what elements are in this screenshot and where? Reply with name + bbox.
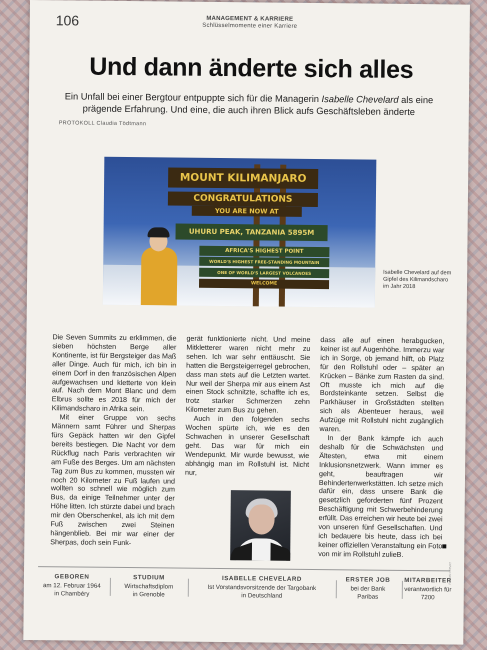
sign-line-7: ONE OF WORLD'S LARGEST VOLCANOES: [199, 268, 329, 278]
section-title: MANAGEMENT & KARRIERE: [206, 15, 294, 23]
paragraph: In der Bank kämpfe ich auch deshalb für die Schwächsten und Ältesten, etwa mit einem Inklusionsnetzwerk. Wann immer es geht, beauftragen wir Behindertenwerkstätten. Ich setze mich dafür ein, dass unsere Bank die gesetzlich geforderten fünf Prozent Beschäftigung mit Schwerbehinderung erfüllt. Das erreichen wir heute bei zwei von unseren fünf Gesellschaften. Und ich bedauere bis heute, dass ich bei keiner offiziellen Veranstaltung ein Foto von mir im Rollstuhl zulieB.: [318, 434, 444, 559]
text-column-1: [50, 333, 176, 548]
paragraph: Auch in den folgenden sechs Wochen spürte ich, wie es den Schwachen in unserer Gesellschaft geht. Das war für mich ein Wendepunkt. Mir wurde bewusst, wie abhängig man im Rollstuhl ist. Nicht nur,: [185, 414, 310, 477]
sign-line-2: CONGRATULATIONS: [168, 191, 318, 207]
sign-line-1: MOUNT KILIMANJARO: [168, 167, 318, 189]
fact-value: am 12. Februar 1964 in Chambéry: [42, 582, 101, 598]
divider: [402, 581, 403, 599]
fact-heading: MITARBEITER: [404, 576, 452, 585]
photo-credit: FOTOS: PRIVAT: [447, 562, 453, 585]
lead-name: Isabelle Chevelard: [321, 94, 399, 105]
text-column-3: [318, 336, 444, 560]
portrait-photo: [230, 490, 291, 561]
fact-value: verantwortlich für 7200: [404, 586, 452, 602]
section-subtitle: Schlüsselmomente einer Karriere: [202, 22, 298, 30]
climber-figure: [137, 225, 178, 305]
section-header: [30, 14, 470, 33]
fact-heading: GEBOREN: [54, 573, 90, 581]
fact-born: [38, 573, 106, 598]
article-lead: [59, 90, 439, 118]
fact-person: [192, 575, 332, 601]
page-number: 106: [55, 12, 80, 29]
fact-bar: [38, 566, 451, 621]
divider: [336, 580, 337, 598]
sign-line-6: WORLD'S HIGHEST FREE-STANDING MOUNTAIN: [199, 257, 329, 267]
sign-line-4: UHURU PEAK, TANZANIA 5895M: [175, 224, 327, 242]
sign-line-8: WELCOME: [199, 279, 329, 289]
fact-value: Wirtschaftsdiplom in Grenoble: [124, 583, 174, 599]
article-end-mark: [442, 544, 446, 548]
paragraph: Mit einer Gruppe von sechs Männern samt Führer und Sherpas fürs Gepäck hatten wir den Gipfel bereits bestiegen. Die Nacht vor dem Rückflug nach Paris verbrachten wir am Fuße des Berges. Um am nächsten Tag zum Bus zu kommen, mussten wir noch 20 Kilometer zu Fuß laufen und wollten so schnell wie möglich zum Bus, da einige Teilnehmer unter der Höhe litten. Ich stürzte dabei und brach mir den Oberschenkel, als ich mit dem Fuß zwischen zwei Steinen hängenblieb. Bei mir war einer der Sherpas, doch sein Funk-: [50, 413, 176, 547]
paragraph: gerät funktionierte nicht. Und meine Mitkletterer waren nicht mehr zu sehen. Ich war sehr enttäuscht. Sie hatten die Bergsteigerregel gebrochen, dass man stets auf die Letzten wartet. Nur weil der Sherpa mir aus einem Ast einen Stock schnitzte, schaffte ich es, trotz starker Schmerzen zehn Kilometer zum Bus zu gehen.: [185, 334, 311, 415]
fact-heading: ERSTER JOB: [345, 576, 391, 584]
divider: [188, 579, 189, 597]
fact-heading: STUDIUM: [133, 574, 165, 582]
divider: [110, 578, 111, 596]
sign-line-3: YOU ARE NOW AT: [192, 206, 302, 217]
fact-value: Ist Vorstandsvorsitzende der Targobank in Deutschland: [207, 584, 317, 600]
photo-caption: Isabelle Chevelard auf dem Gipfel des Kilimandscharo im Jahr 2018: [382, 269, 452, 291]
fact-first-job: [338, 576, 398, 601]
magazine-page: [23, 0, 470, 645]
fact-employees: [404, 577, 452, 602]
fact-value: bei der Bank Paribas: [350, 585, 386, 601]
fact-heading: ISABELLE CHEVELARD: [221, 575, 302, 583]
paragraph: Die Seven Summits zu erklimmen, die sieben höchsten Berge aller Kontinente, ist für Bergsteiger das Maß aller Dinge. Auch für mich, ich bin in einem Dorf in den französischen Alpen aufgewachsen und kletterte von klein auf. Nach dem Mont Blanc und dem Elbrus sollte es 2018 für mich der Kilimandscharo in Afrika sein.: [51, 333, 177, 414]
lead-part-1: Ein Unfall bei einer Bergtour entpuppte sich für die Managerin: [64, 91, 322, 105]
lead-part-2: als eine prägende Erfahrung. Und eine, die auch ihren Blick aufs Geschäftsleben änderte: [82, 94, 434, 118]
sign-line-5: AFRICA'S HIGHEST POINT: [199, 246, 329, 257]
author-credit: PROTOKOLL Claudia Tödtmann: [58, 120, 147, 128]
summit-photo: [103, 157, 377, 308]
fact-study: [114, 574, 184, 599]
paragraph: dass alle auf einen herabgucken, keiner ist auf Augenhöhe. Immerzu war ich in Sorge, ob jemand hilft, ob Platz für den Rollstuhl oder – später an Krücken – Bänke zum Rasten da sind. Oft musste ich mich auf die Bordsteinkante setzen. Selbst die Parkhäuser in Großstädten stellten sich als Abenteuer heraus, weil Aufzüge mit Rollstuhl nicht zugänglich waren.: [319, 336, 445, 434]
article-headline: Und dann änderte sich alles: [89, 52, 414, 85]
text-column-2: [185, 335, 310, 479]
